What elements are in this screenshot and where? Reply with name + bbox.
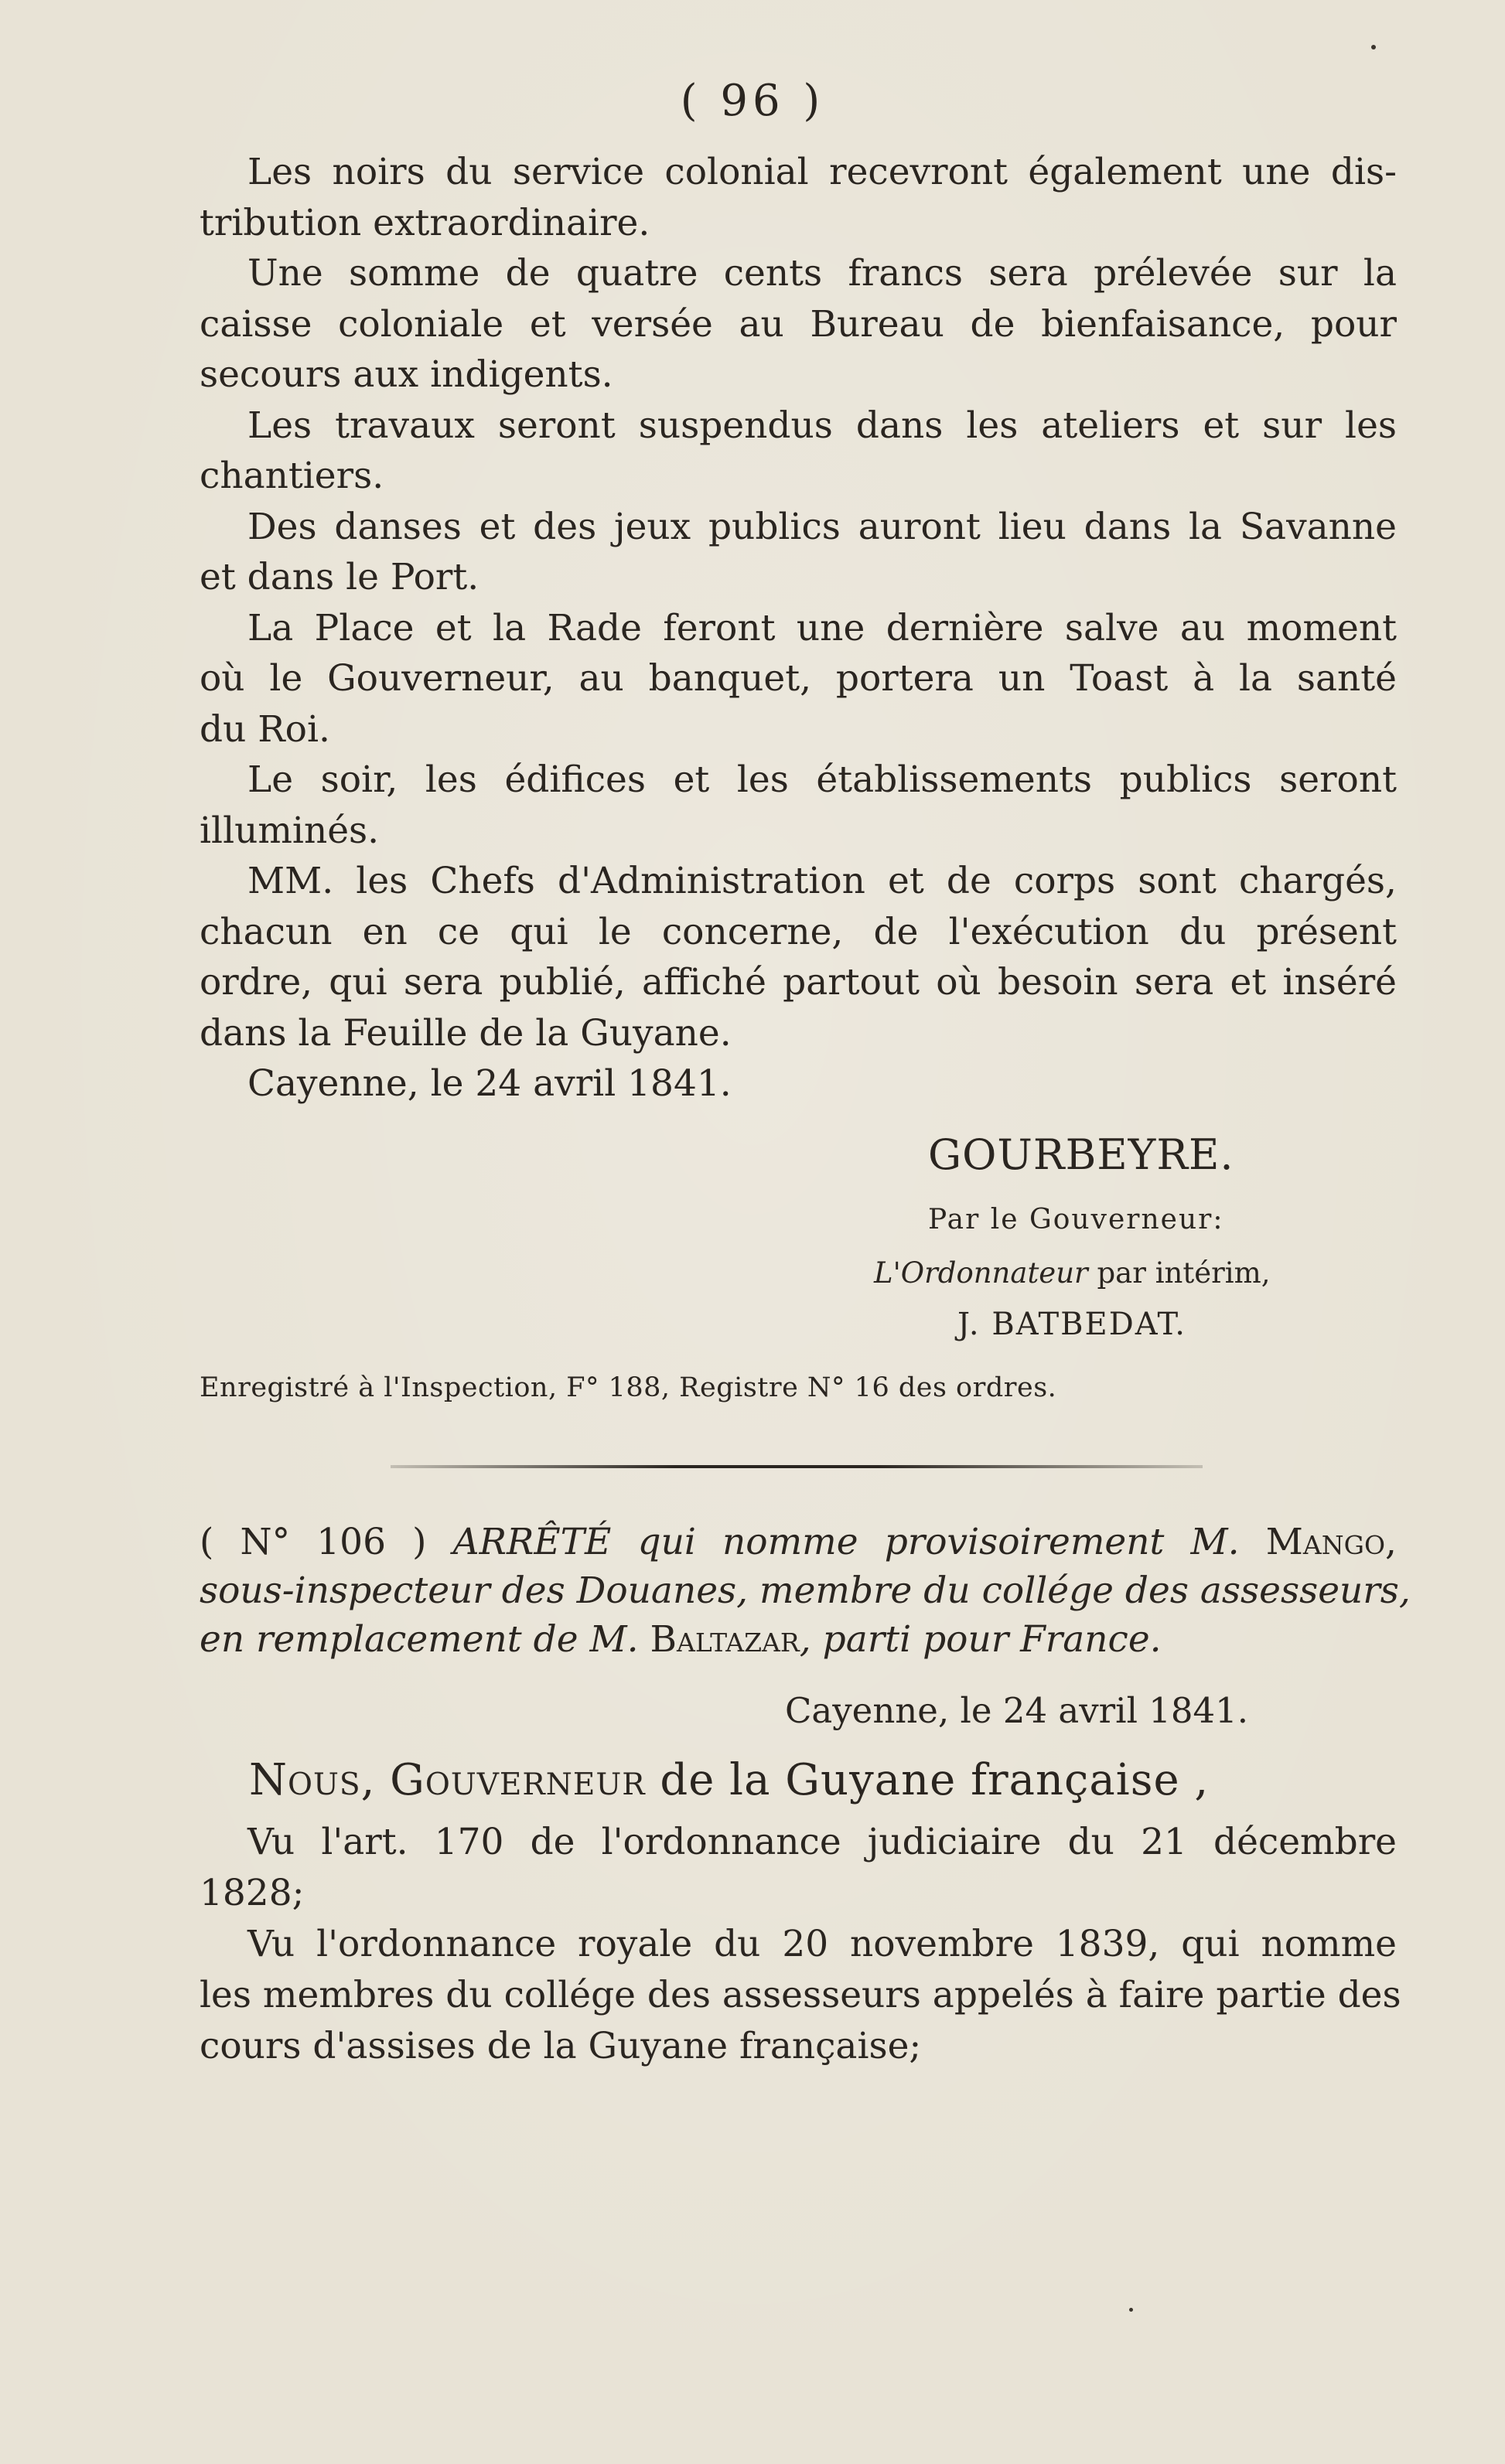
- text-line: ordre, qui sera publié, affiché partout où besoin sera et inséré: [200, 961, 1397, 1004]
- signature-name: GOURBEYRE.: [928, 1130, 1234, 1179]
- preamble-nous: Nous: [249, 1755, 361, 1805]
- decree-preamble: [249, 1755, 1209, 1805]
- text-line: où le Gouverneur, au banquet, portera un Toast à la santé: [200, 657, 1397, 700]
- preamble-rest: de la Guyane française ,: [645, 1755, 1210, 1805]
- text-line: chantiers.: [200, 455, 384, 497]
- paragraph: [200, 1058, 1397, 1109]
- paragraph: [200, 856, 1397, 1058]
- text-line: Les noirs du service colonial recevront également une dis-: [247, 151, 1397, 193]
- text-line: Des danses et des jeux publics auront lieu dans la Savanne: [247, 505, 1397, 548]
- text-line: Vu l'ordonnance royale du 20 novembre 1839, qui nomme: [247, 1923, 1397, 1965]
- preamble-separator: ,: [360, 1755, 391, 1805]
- text-line: chacun en ce qui le concerne, de l'exécution du présent: [200, 910, 1397, 953]
- text-line: les membres du collége des assesseurs appelés à faire partie des: [200, 1974, 1401, 2016]
- text-line: caisse coloniale et versée au Bureau de bienfaisance, pour: [200, 302, 1397, 346]
- decree-title-middle: sous-inspecteur des Douanes, membre du collége des assesseurs,: [200, 1569, 1411, 1612]
- signature-role-suffix: par intérim,: [1087, 1256, 1271, 1290]
- paragraph: [200, 1919, 1401, 2072]
- text-line: Vu l'art. 170 de l'ordonnance judiciaire du 21 décembre: [247, 1821, 1397, 1863]
- paragraph: [200, 248, 1397, 400]
- paragraph: [200, 755, 1397, 856]
- text-line: dans la Feuille de la Guyane.: [200, 1011, 732, 1055]
- text-line: et dans le Port.: [200, 556, 479, 598]
- section-divider: [391, 1465, 1203, 1468]
- decree-date: Cayenne, le 24 avril 1841.: [785, 1690, 1249, 1731]
- paragraph: [200, 502, 1397, 603]
- decree-number: ( N° 106 ): [200, 1521, 427, 1563]
- text-line: secours aux indigents.: [200, 353, 613, 396]
- decree-title-replacement: en remplacement de M.: [200, 1618, 639, 1661]
- print-speck: [1129, 2308, 1133, 2312]
- decree-line: ( N° 106 ) ARRÊTÉ qui nomme provisoirement M. Mango,: [200, 1521, 1397, 1563]
- signature-by-line: Par le Gouverneur:: [928, 1204, 1224, 1235]
- paragraph: [200, 400, 1397, 502]
- paragraph: [200, 1817, 1397, 1919]
- decree-considerations: [200, 1817, 1401, 2072]
- order-text: [200, 147, 1397, 1109]
- preamble-gouverneur: Gouverneur: [390, 1755, 646, 1805]
- decree-title-end: , parti pour France.: [799, 1618, 1162, 1661]
- decree-title-start: ARRÊTÉ qui nomme provisoirement M.: [452, 1521, 1240, 1563]
- text-line: Le soir, les édifices et les établissements publics seront: [247, 758, 1397, 801]
- text-line: MM. les Chefs d'Administration et de corps sont chargés,: [247, 860, 1397, 902]
- decree-line: [200, 1615, 1397, 1664]
- text-line: La Place et la Rade feront une dernière salve au moment: [247, 606, 1397, 649]
- signature-official: J. BATBEDAT.: [957, 1307, 1187, 1342]
- paragraph: [200, 603, 1397, 755]
- paragraph: [200, 147, 1397, 248]
- text-line: 1828;: [200, 1872, 305, 1914]
- text-line: Les travaux seront suspendus dans les ateliers et sur les: [247, 404, 1397, 447]
- decree-heading: [200, 1518, 1411, 1664]
- text-line: cours d'assises de la Guyane française;: [200, 2025, 922, 2067]
- text-line: du Roi.: [200, 707, 330, 751]
- page-number: ( 96 ): [680, 76, 825, 126]
- text-line: illuminés.: [200, 809, 380, 852]
- text-line: Une somme de quatre cents francs sera prélevée sur la: [247, 252, 1397, 295]
- print-speck: [1371, 45, 1376, 49]
- date-line: Cayenne, le 24 avril 1841.: [247, 1062, 732, 1105]
- text-line: tribution extraordinaire.: [200, 201, 650, 244]
- decree-name-baltazar: Baltazar: [650, 1618, 800, 1661]
- signature-role-title: L'Ordonnateur: [874, 1256, 1088, 1290]
- decree-name-mango: Mango: [1265, 1521, 1386, 1563]
- registry-note: Enregistré à l'Inspection, F° 188, Registre N° 16 des ordres.: [200, 1372, 1057, 1403]
- signature-role: [874, 1256, 1270, 1290]
